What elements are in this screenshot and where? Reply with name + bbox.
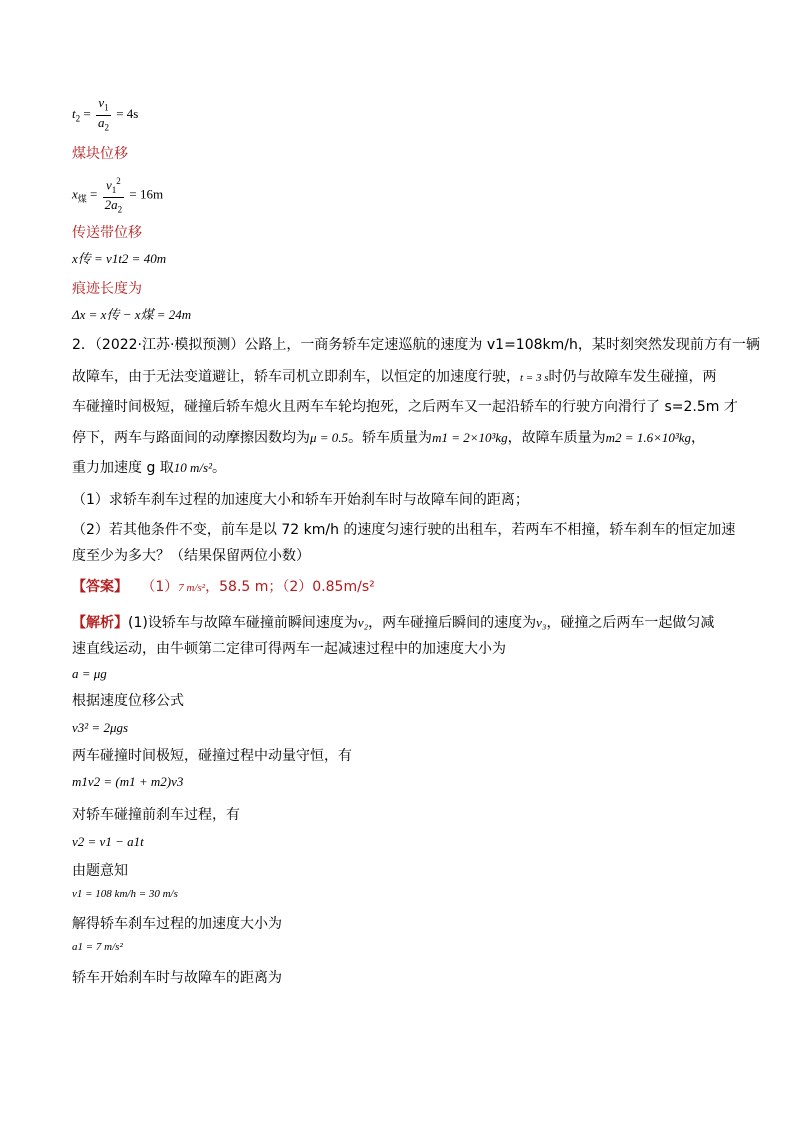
equation-given: v1 = 108 km/h = 30 m/s [72, 888, 178, 900]
problem-line-1: 2．（2022·江苏·模拟预测）公路上，一商务轿车定速巡航的速度为 v1=108km/h，某时刻突然发现前方有一辆 [72, 337, 760, 353]
equation-result: a1 = 7 m/s² [72, 941, 123, 953]
equation-v3: v3² = 2μgs [72, 720, 129, 735]
equation-momentum: m1v2 = (m1 + m2)v3 [72, 774, 184, 789]
problem-line-2: 故障车，由于无法变道避让，轿车司机立即刹车，以恒定的加速度行驶，t = 3 s时仍与故障车发生碰撞，两 [72, 369, 717, 385]
coal-displacement-label: 煤块位移 [72, 146, 128, 162]
analysis-line-1: 【解析】(1)设轿车与故障车碰撞前瞬间速度为v₂，两车碰撞后瞬间的速度为v₃，碰撞之后两车一起做匀减 [72, 615, 715, 631]
problem-line-5: 重力加速度 g 取10 m/s²。 [72, 460, 227, 476]
equation-braking: v2 = v1 − a1t [72, 834, 144, 849]
equation-belt: x传 = v1t2 = 40m [72, 251, 167, 266]
question-2-line-2: 度至少为多大？（结果保留两位小数） [72, 548, 310, 564]
result-label: 解得轿车刹车过程的加速度大小为 [72, 916, 282, 932]
trace-length-label: 痕迹长度为 [72, 281, 142, 297]
question-1: （1）求轿车刹车过程的加速度大小和轿车开始刹车时与故障车间的距离； [72, 492, 529, 508]
momentum-label: 两车碰撞时间极短，碰撞过程中动量守恒，有 [72, 748, 352, 764]
given-label: 由题意知 [72, 863, 128, 879]
equation-t2: $t_2$ = $\frac{v_1}{a_2}$ = 4s [72, 95, 139, 133]
answer-line: 【答案】 （1）7 m/s²，58.5 m；（2）0.85m/s² [72, 579, 375, 595]
analysis-line-2: 速直线运动，由牛顿第二定律可得两车一起减速过程中的加速度大小为 [72, 641, 506, 657]
problem-line-4: 停下，两车与路面间的动摩擦因数均为μ = 0.5。轿车质量为m1 = 2×10³kg，故障车质量为m2 = 1.6×10³kg， [72, 430, 706, 446]
distance-label: 轿车开始刹车时与故障车的距离为 [72, 970, 282, 986]
equation-trace: Δx = x传 − x煤 = 24m [72, 307, 192, 322]
question-2-line-1: （2）若其他条件不变，前车是以 72 km/h 的速度匀速行驶的出租车，若两车不相撞，轿车刹车的恒定加速 [72, 522, 736, 538]
equation-a: a = μg [72, 666, 107, 681]
equation-coal: $x_煤$ = $\frac{v_1^2}{2a_2}$ = 16m [72, 176, 164, 215]
belt-displacement-label: 传送带位移 [72, 225, 142, 241]
velocity-displacement-label: 根据速度位移公式 [72, 693, 184, 709]
problem-line-3: 车碰撞时间极短，碰撞后轿车熄火且两车车轮均抱死，之后两车又一起沿轿车的行驶方向滑行了 s=2.5m 才 [72, 399, 738, 415]
braking-label: 对轿车碰撞前刹车过程，有 [72, 807, 240, 823]
